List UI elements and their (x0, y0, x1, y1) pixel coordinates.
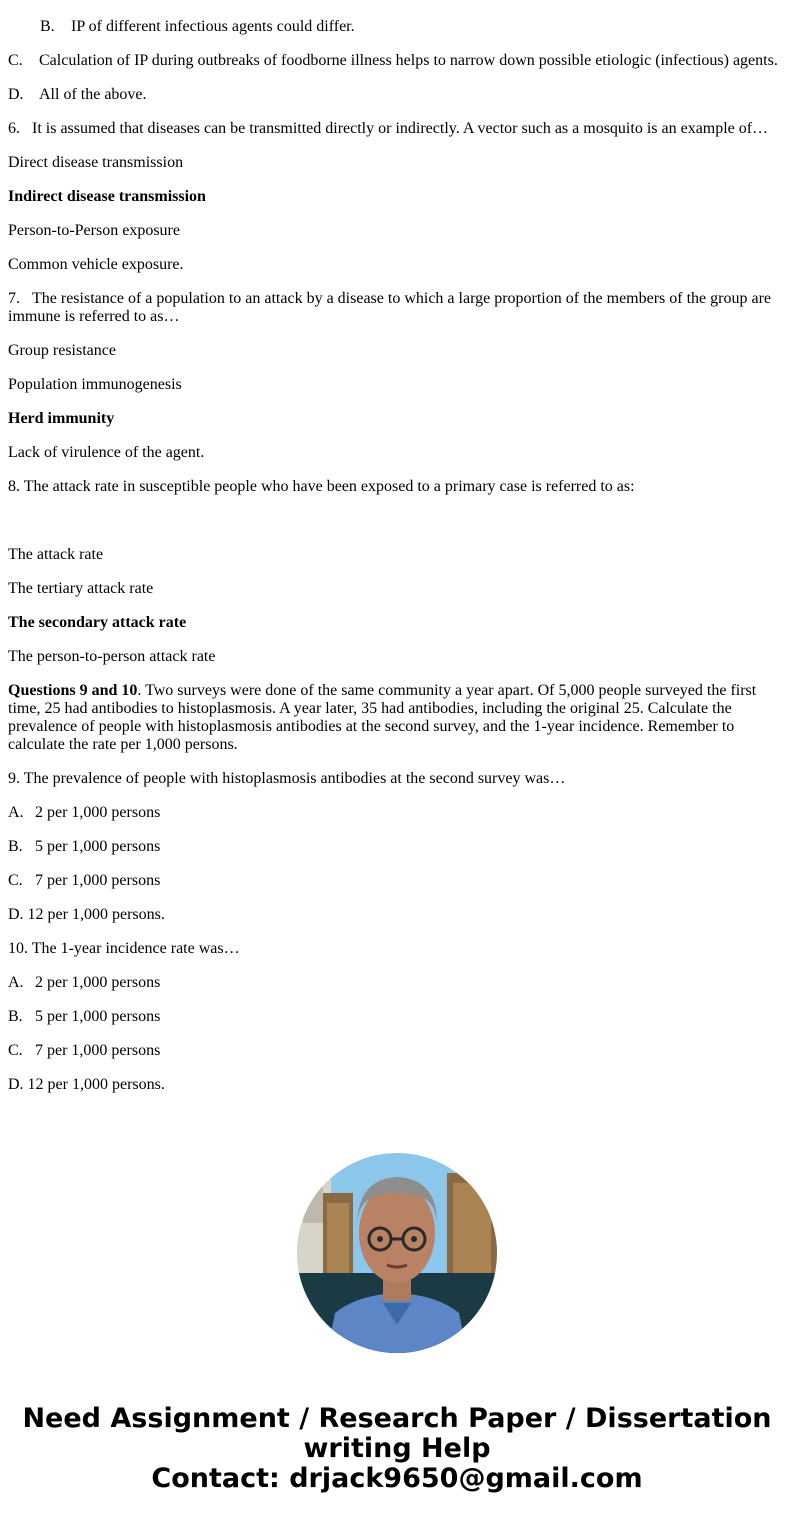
q7-option: Group resistance (8, 342, 116, 359)
q9-option-d: D. 12 per 1,000 persons. (8, 906, 165, 923)
q9-option-a: A. 2 per 1,000 persons (8, 804, 161, 821)
q10-option-a: A. 2 per 1,000 persons (8, 974, 161, 991)
q8-question: 8. The attack rate in susceptible people who have been exposed to a primary case is referred to as: (8, 478, 635, 495)
contact-email: Contact: drjack9650@gmail.com (151, 1463, 643, 1494)
banner-line-2: writing Help (303, 1433, 491, 1464)
document-body (8, 18, 786, 1110)
q5-option-b: B. IP of different infectious agents could differ. (40, 18, 355, 35)
contact-banner (0, 1404, 794, 1494)
q9-option-b: B. 5 per 1,000 persons (8, 838, 161, 855)
blank-paragraph (8, 512, 786, 546)
q7-option-answer: Herd immunity (8, 410, 115, 427)
q10-option-b: B. 5 per 1,000 persons (8, 1008, 161, 1025)
q6-question: 6. It is assumed that diseases can be transmitted directly or indirectly. A vector such as a mosquito is an example of… (8, 120, 769, 137)
q9-question: 9. The prevalence of people with histoplasmosis antibodies at the second survey was… (8, 770, 566, 787)
q6-option-answer: Indirect disease transmission (8, 188, 206, 205)
q6-option: Common vehicle exposure. (8, 256, 184, 273)
q7-option: Population immunogenesis (8, 376, 182, 393)
q9-10-heading: Questions 9 and 10 (8, 682, 138, 699)
q10-option-c: C. 7 per 1,000 persons (8, 1042, 161, 1059)
q6-option: Person-to-Person exposure (8, 222, 180, 239)
q6-option: Direct disease transmission (8, 154, 184, 171)
q8-option-answer: The secondary attack rate (8, 614, 187, 631)
q7-option: Lack of virulence of the agent. (8, 444, 205, 461)
author-avatar (297, 1153, 497, 1353)
q5-option-d: D. All of the above. (8, 86, 147, 103)
q8-option: The person-to-person attack rate (8, 648, 216, 665)
q5-option-c: C. Calculation of IP during outbreaks of foodborne illness helps to narrow down possible etiologic (infectious) agents. (8, 52, 778, 69)
q9-option-c: C. 7 per 1,000 persons (8, 872, 161, 889)
q10-option-d: D. 12 per 1,000 persons. (8, 1076, 165, 1093)
q8-option: The attack rate (8, 546, 104, 563)
q10-question: 10. The 1-year incidence rate was… (8, 940, 240, 957)
q8-option: The tertiary attack rate (8, 580, 154, 597)
author-portrait-icon (297, 1153, 497, 1353)
q7-question: 7. The resistance of a population to an attack by a disease to which a large proportion of the members of the group are immune is referred to as… (8, 290, 772, 325)
banner-line-1: Need Assignment / Research Paper / Dissertation (22, 1403, 772, 1434)
q9-10-intro: Questions 9 and 10. Two surveys were done of the same community a year apart. Of 5,000 people surveyed the first time, 25 had antibodies to histoplasmosis. A year later, 35 had antibodies, including the original 25. Calculate the prevalence of people with histoplasmosis antibodies at the second survey, and the 1-year incidence. Remember to calculate the rate per 1,000 persons. (8, 682, 757, 753)
